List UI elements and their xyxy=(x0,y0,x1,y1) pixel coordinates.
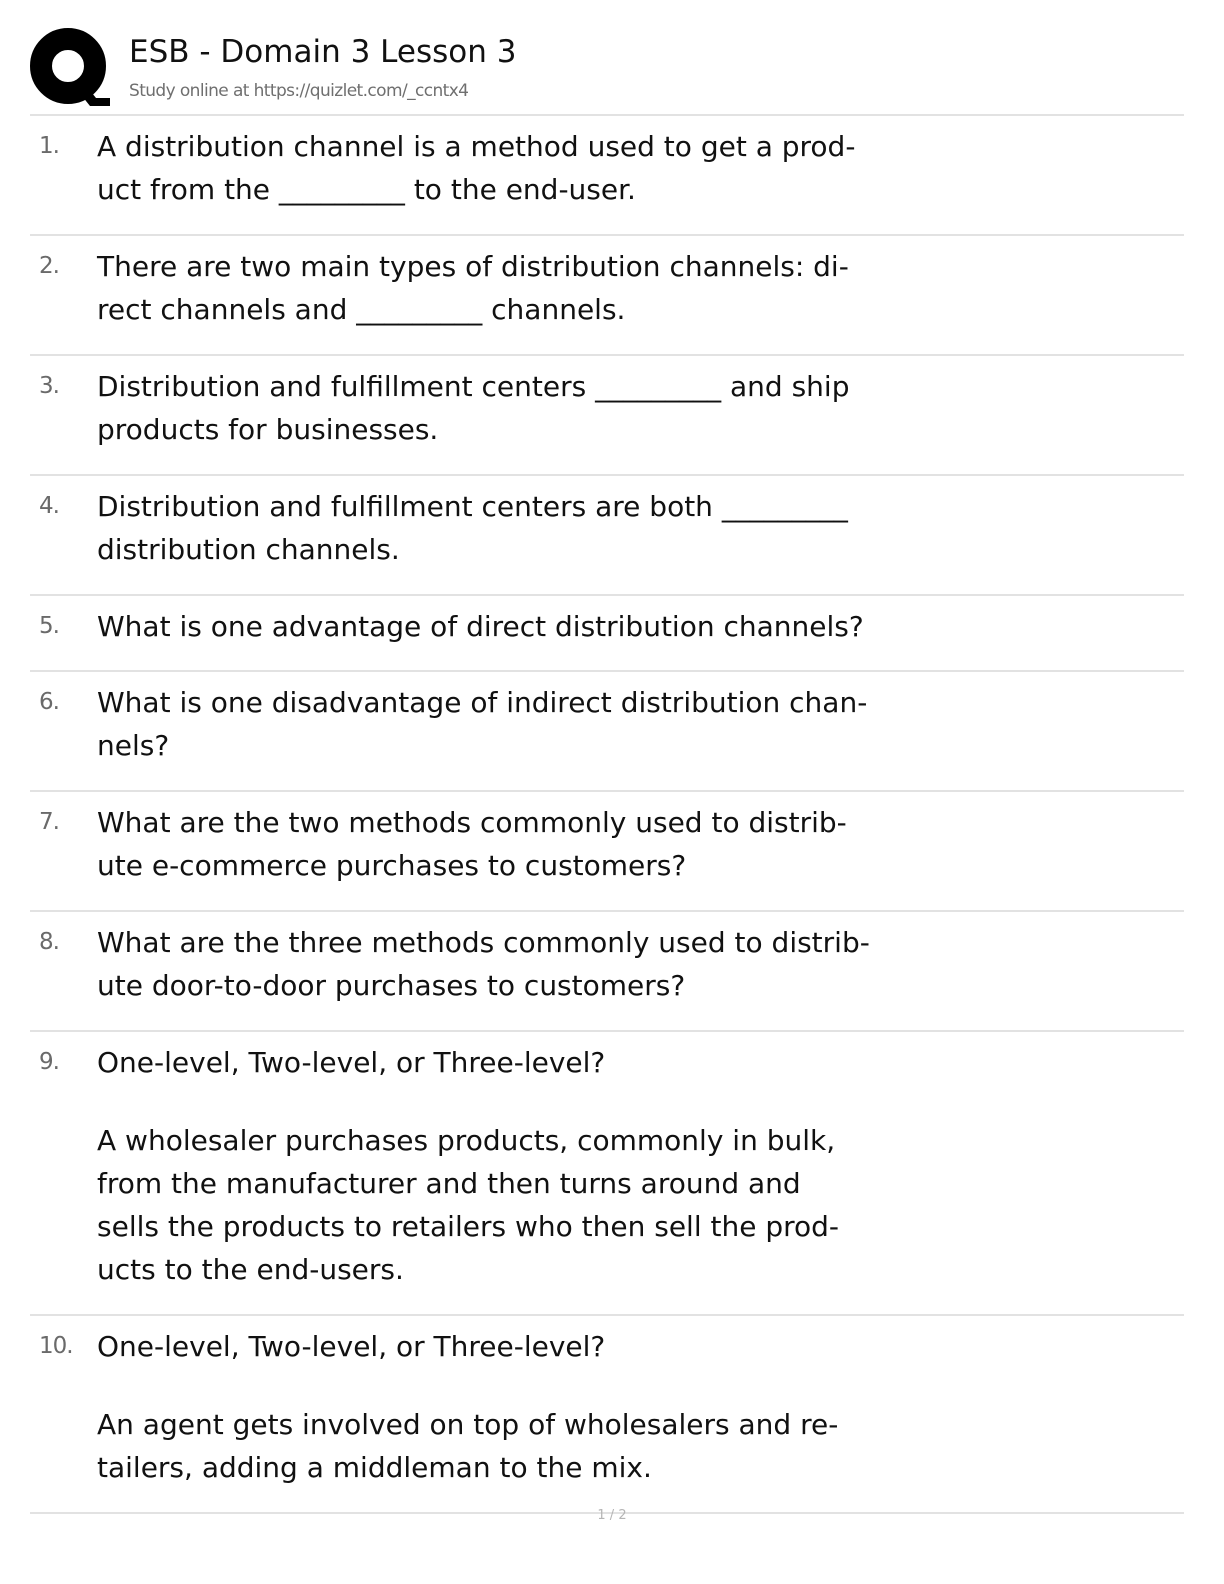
paragraph-gap xyxy=(97,1084,917,1119)
paragraph-gap xyxy=(97,1368,917,1403)
question-item xyxy=(30,792,1184,912)
question-item xyxy=(30,476,1184,596)
question-line: tailers, adding a middleman to the mix. xyxy=(97,1451,652,1484)
question-number: 6. xyxy=(39,689,59,715)
question-text xyxy=(97,245,917,331)
question-line: distribution channels. xyxy=(97,533,400,566)
question-line: A distribution channel is a method used to get a prod- xyxy=(97,130,856,163)
question-text xyxy=(97,125,917,211)
question-line: One-level, Two-level, or Three-level? xyxy=(97,1330,606,1363)
question-line: One-level, Two-level, or Three-level? xyxy=(97,1046,606,1079)
question-line: ucts to the end-users. xyxy=(97,1253,404,1286)
question-item xyxy=(30,912,1184,1032)
question-text xyxy=(97,605,917,648)
question-list xyxy=(30,116,1184,1514)
question-item xyxy=(30,1316,1184,1514)
question-line: ute e-commerce purchases to customers? xyxy=(97,849,687,882)
question-line: What is one advantage of direct distribution channels? xyxy=(97,610,864,643)
question-text xyxy=(97,1041,917,1291)
page-title: ESB - Domain 3 Lesson 3 xyxy=(129,34,517,70)
question-number: 2. xyxy=(39,253,59,279)
question-number: 9. xyxy=(39,1049,59,1075)
question-line: rect channels and _________ channels. xyxy=(97,293,626,326)
question-item xyxy=(30,672,1184,792)
study-online-link[interactable]: Study online at https://quizlet.com/_ccntx4 xyxy=(129,81,469,101)
question-item xyxy=(30,116,1184,236)
question-text xyxy=(97,365,917,451)
question-line: What are the two methods commonly used to distrib- xyxy=(97,806,847,839)
quizlet-q-logo-icon xyxy=(30,28,110,108)
question-number: 4. xyxy=(39,493,59,519)
question-text xyxy=(97,921,917,1007)
question-number: 1. xyxy=(39,133,59,159)
question-text xyxy=(97,1325,917,1489)
page-number: 1 / 2 xyxy=(597,1508,627,1523)
question-number: 10. xyxy=(39,1333,73,1359)
question-item xyxy=(30,1032,1184,1316)
question-line: sells the products to retailers who then sell the prod- xyxy=(97,1210,840,1243)
question-item xyxy=(30,596,1184,672)
question-line: uct from the _________ to the end-user. xyxy=(97,173,636,206)
question-line: A wholesaler purchases products, commonly in bulk, xyxy=(97,1124,836,1157)
question-number: 5. xyxy=(39,613,59,639)
question-line: What is one disadvantage of indirect distribution chan- xyxy=(97,686,868,719)
question-text xyxy=(97,801,917,887)
question-line: products for businesses. xyxy=(97,413,439,446)
question-line: An agent gets involved on top of wholesalers and re- xyxy=(97,1408,839,1441)
question-line: There are two main types of distribution channels: di- xyxy=(97,250,849,283)
page-header xyxy=(30,28,1184,116)
question-line: Distribution and fulfillment centers are both _________ xyxy=(97,490,848,523)
question-text xyxy=(97,681,917,767)
question-item xyxy=(30,236,1184,356)
question-line: from the manufacturer and then turns around and xyxy=(97,1167,801,1200)
question-line: ute door-to-door purchases to customers? xyxy=(97,969,686,1002)
question-line: Distribution and fulfillment centers _________ and ship xyxy=(97,370,850,403)
question-line: nels? xyxy=(97,729,170,762)
question-item xyxy=(30,356,1184,476)
question-line: What are the three methods commonly used to distrib- xyxy=(97,926,870,959)
question-number: 3. xyxy=(39,373,59,399)
question-text xyxy=(97,485,917,571)
question-number: 7. xyxy=(39,809,59,835)
question-number: 8. xyxy=(39,929,59,955)
